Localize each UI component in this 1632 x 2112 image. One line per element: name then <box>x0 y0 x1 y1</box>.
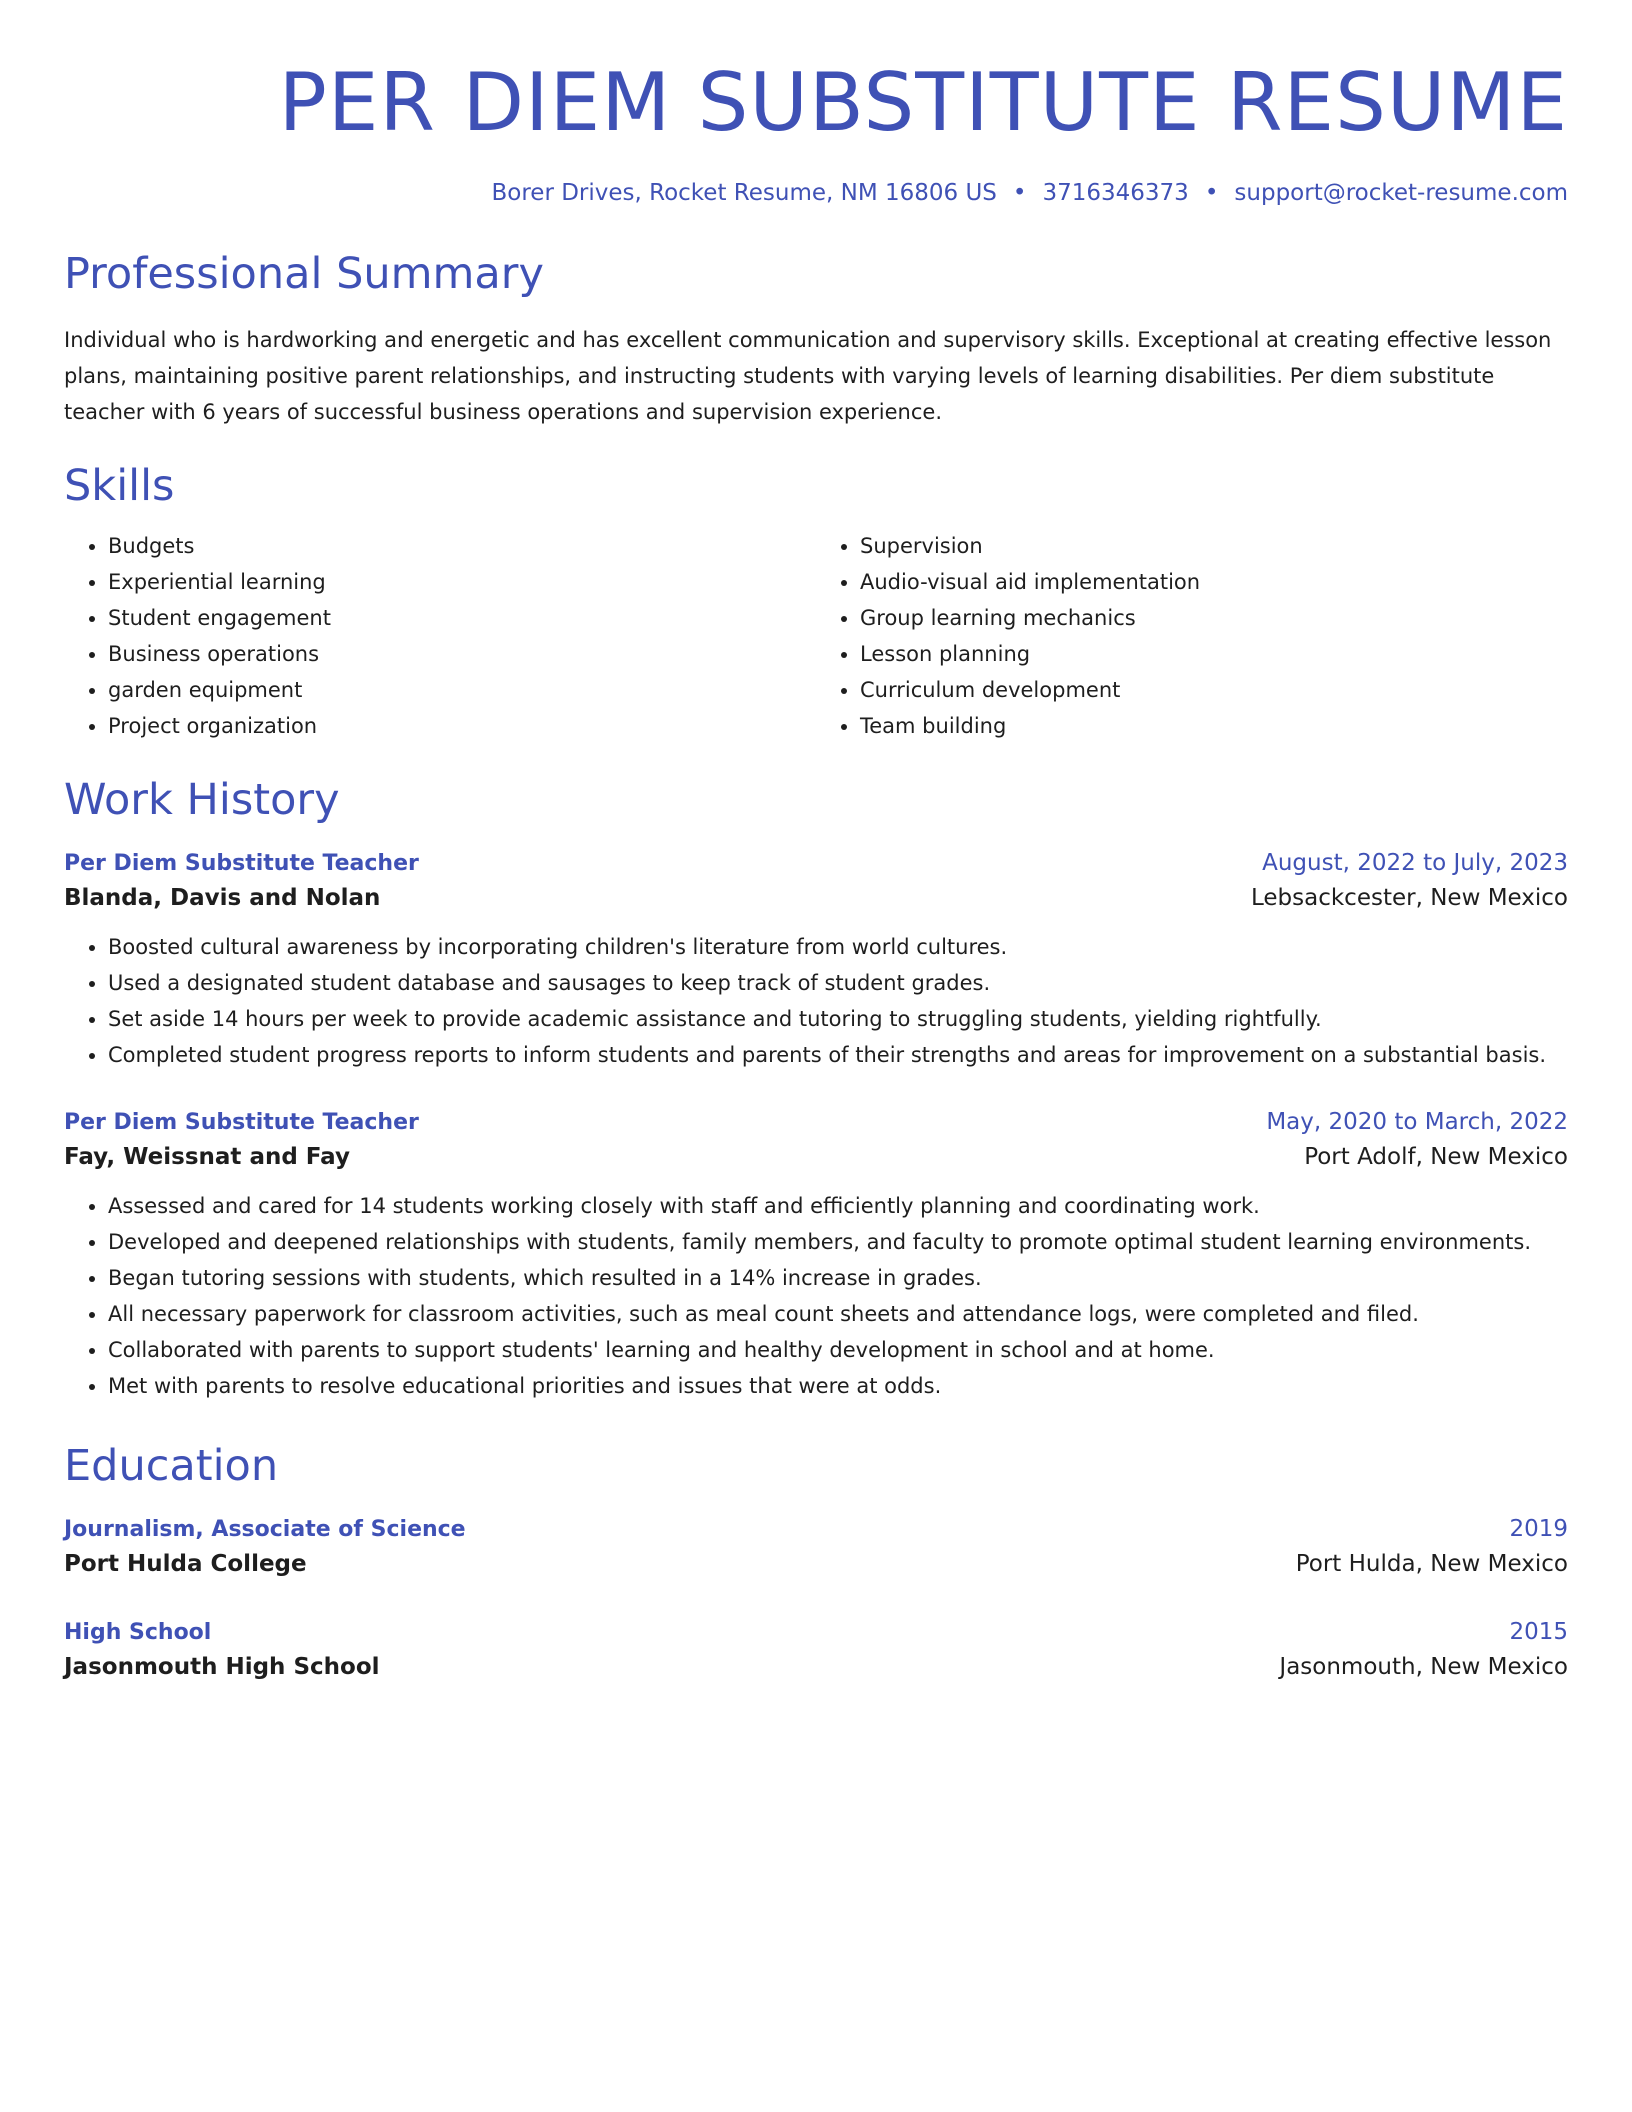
job-entry <box>64 1107 1568 1404</box>
skill-item: • Team building <box>860 708 1568 744</box>
education-year: 2015 <box>1509 1619 1568 1645</box>
job-bullet: • Began tutoring sessions with students, which resulted in a 14% increase in grades. <box>108 1260 1568 1296</box>
skill-item: • Project organization <box>108 708 816 744</box>
job-company: Fay, Weissnat and Fay <box>64 1144 350 1170</box>
contact-address: Borer Drives, Rocket Resume, NM 16806 US <box>491 180 997 206</box>
education-entry <box>64 1514 1568 1583</box>
job-company-row <box>64 879 1568 917</box>
education-entry <box>64 1617 1568 1686</box>
contact-phone: 3716346373 <box>1042 180 1189 206</box>
education-school: Jasonmouth High School <box>64 1654 380 1680</box>
job-bullet: • Boosted cultural awareness by incorporating children's literature from world cultures. <box>108 929 1568 965</box>
resume-page <box>64 0 1568 1686</box>
skill-item: • Group learning mechanics <box>860 600 1568 636</box>
summary-heading: Professional Summary <box>64 249 544 299</box>
skills-heading: Skills <box>64 461 175 511</box>
job-header-row <box>64 1107 1568 1138</box>
education-school: Port Hulda College <box>64 1551 307 1577</box>
job-title: Per Diem Substitute Teacher <box>64 1110 419 1135</box>
job-header-row <box>64 848 1568 879</box>
job-dates: May, 2020 to March, 2022 <box>1266 1109 1568 1135</box>
skill-item: • Student engagement <box>108 600 816 636</box>
education-school-row <box>64 1545 1568 1583</box>
education-location: Port Hulda, New Mexico <box>1295 1551 1568 1577</box>
job-bullet: • Used a designated student database and sausages to keep track of student grades. <box>108 965 1568 1001</box>
contact-separator: • <box>1012 180 1027 206</box>
skill-item: • Business operations <box>108 636 816 672</box>
education-heading: Education <box>64 1441 279 1491</box>
skills-list-right <box>816 528 1568 744</box>
job-bullet: • All necessary paperwork for classroom activities, such as meal count sheets and attendance logs, were completed and filed. <box>108 1296 1568 1332</box>
job-entry <box>64 848 1568 1073</box>
job-title: Per Diem Substitute Teacher <box>64 851 419 876</box>
contact-separator: • <box>1204 180 1219 206</box>
skill-item: • Supervision <box>860 528 1568 564</box>
skill-item: • Audio-visual aid implementation <box>860 564 1568 600</box>
work-history-heading: Work History <box>64 775 340 825</box>
skill-item: • garden equipment <box>108 672 816 708</box>
job-bullet: • Met with parents to resolve educational priorities and issues that were at odds. <box>108 1368 1568 1404</box>
contact-line <box>64 178 1568 208</box>
summary-text: Individual who is hardworking and energetic and has excellent communication and supervisory skills. Exceptional at creating effective lesson plans, maintaining positive parent relationships, and instructing students with varying levels of learning disabilities. Per diem substitute teacher with 6 years of successful business operations and supervision experience. <box>64 328 1552 424</box>
job-bullet: • Developed and deepened relationships with students, family members, and faculty to promote optimal student learning environments. <box>108 1224 1568 1260</box>
education-year: 2019 <box>1509 1516 1568 1542</box>
job-company: Blanda, Davis and Nolan <box>64 885 381 911</box>
skills-grid <box>64 528 1568 744</box>
job-bullet: • Assessed and cared for 14 students working closely with staff and efficiently planning and coordinating work. <box>108 1188 1568 1224</box>
job-dates: August, 2022 to July, 2023 <box>1262 850 1568 876</box>
education-header-row <box>64 1617 1568 1648</box>
skill-item: • Experiential learning <box>108 564 816 600</box>
job-location: Lebsackcester, New Mexico <box>1250 885 1568 911</box>
contact-email[interactable]: support@rocket-resume.com <box>1234 180 1568 206</box>
skill-item: • Lesson planning <box>860 636 1568 672</box>
job-bullet: • Collaborated with parents to support students' learning and healthy development in school and at home. <box>108 1332 1568 1368</box>
education-school-row <box>64 1648 1568 1686</box>
resume-title: PER DIEM SUBSTITUTE RESUME <box>278 56 1568 149</box>
skill-item: • Budgets <box>108 528 816 564</box>
education-location: Jasonmouth, New Mexico <box>1279 1654 1568 1680</box>
job-company-row <box>64 1138 1568 1176</box>
education-degree: High School <box>64 1620 212 1645</box>
job-bullets <box>64 1188 1568 1404</box>
job-bullets <box>64 929 1568 1073</box>
job-location: Port Adolf, New Mexico <box>1304 1144 1568 1170</box>
skill-item: • Curriculum development <box>860 672 1568 708</box>
skills-list-left <box>64 528 816 744</box>
job-bullet: • Set aside 14 hours per week to provide academic assistance and tutoring to struggling students, yielding rightfully. <box>108 1001 1568 1037</box>
education-degree: Journalism, Associate of Science <box>64 1517 466 1542</box>
education-header-row <box>64 1514 1568 1545</box>
job-bullet: • Completed student progress reports to inform students and parents of their strengths and areas for improvement on a substantial basis. <box>108 1037 1568 1073</box>
